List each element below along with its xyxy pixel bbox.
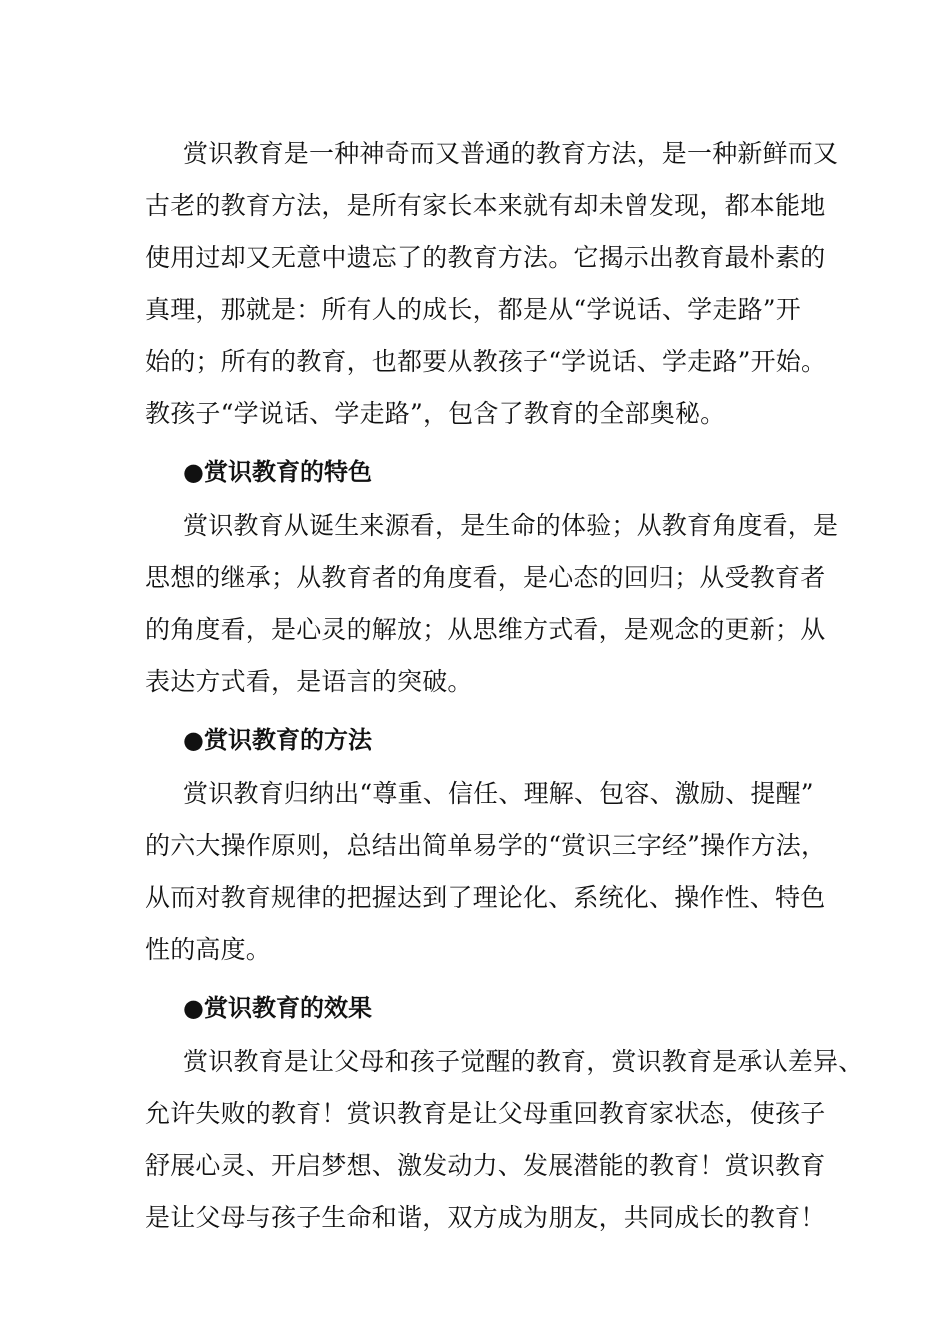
paragraph-line: 赏识教育是让父母和孩子觉醒的教育，赏识教育是承认差异、: [183, 1047, 864, 1076]
methods-paragraph: [145, 768, 835, 976]
paragraph-line: 教孩子“学说话、学走路”，包含了教育的全部奥秘。: [145, 399, 726, 428]
features-paragraph: [145, 500, 839, 708]
paragraph-line: 赏识教育归纳出“尊重、信任、理解、包容、激励、提醒”: [183, 779, 814, 808]
intro-paragraph: [145, 128, 839, 440]
paragraph-line: 使用过却又无意中遗忘了的教育方法。它揭示出教育最朴素的: [145, 243, 826, 272]
paragraph-line: 舒展心灵、开启梦想、激发动力、发展潜能的教育！赏识教育: [145, 1151, 826, 1180]
paragraph-line: 表达方式看，是语言的突破。: [145, 667, 473, 696]
paragraph-line: 从而对教育规律的把握达到了理论化、系统化、操作性、特色: [145, 883, 826, 912]
paragraph-line: 真理，那就是：所有人的成长，都是从“学说话、学走路”开: [145, 295, 801, 324]
paragraph-line: 古老的教育方法，是所有家长本来就有却未曾发现，都本能地: [145, 191, 826, 220]
paragraph-line: 是让父母与孩子生命和谐，双方成为朋友，共同成长的教育！: [145, 1203, 826, 1232]
paragraph-line: 性的高度。: [145, 935, 272, 964]
section-heading-features: ●赏识教育的特色: [183, 458, 372, 486]
paragraph-line: 始的；所有的教育，也都要从教孩子“学说话、学走路”开始。: [145, 347, 827, 376]
section-heading-methods: ●赏识教育的方法: [183, 726, 372, 754]
effects-paragraph: [145, 1036, 864, 1244]
paragraph-line: 的六大操作原则，总结出简单易学的“赏识三字经”操作方法，: [145, 831, 827, 860]
document-page: [145, 128, 864, 1244]
paragraph-line: 赏识教育从诞生来源看，是生命的体验；从教育角度看，是: [183, 511, 839, 540]
paragraph-line: 思想的继承；从教育者的角度看，是心态的回归；从受教育者: [145, 563, 826, 592]
paragraph-line: 赏识教育是一种神奇而又普通的教育方法，是一种新鲜而又: [183, 139, 839, 168]
section-heading-effects: ●赏识教育的效果: [183, 994, 372, 1022]
paragraph-line: 允许失败的教育！赏识教育是让父母重回教育家状态，使孩子: [145, 1099, 826, 1128]
paragraph-line: 的角度看，是心灵的解放；从思维方式看，是观念的更新；从: [145, 615, 826, 644]
